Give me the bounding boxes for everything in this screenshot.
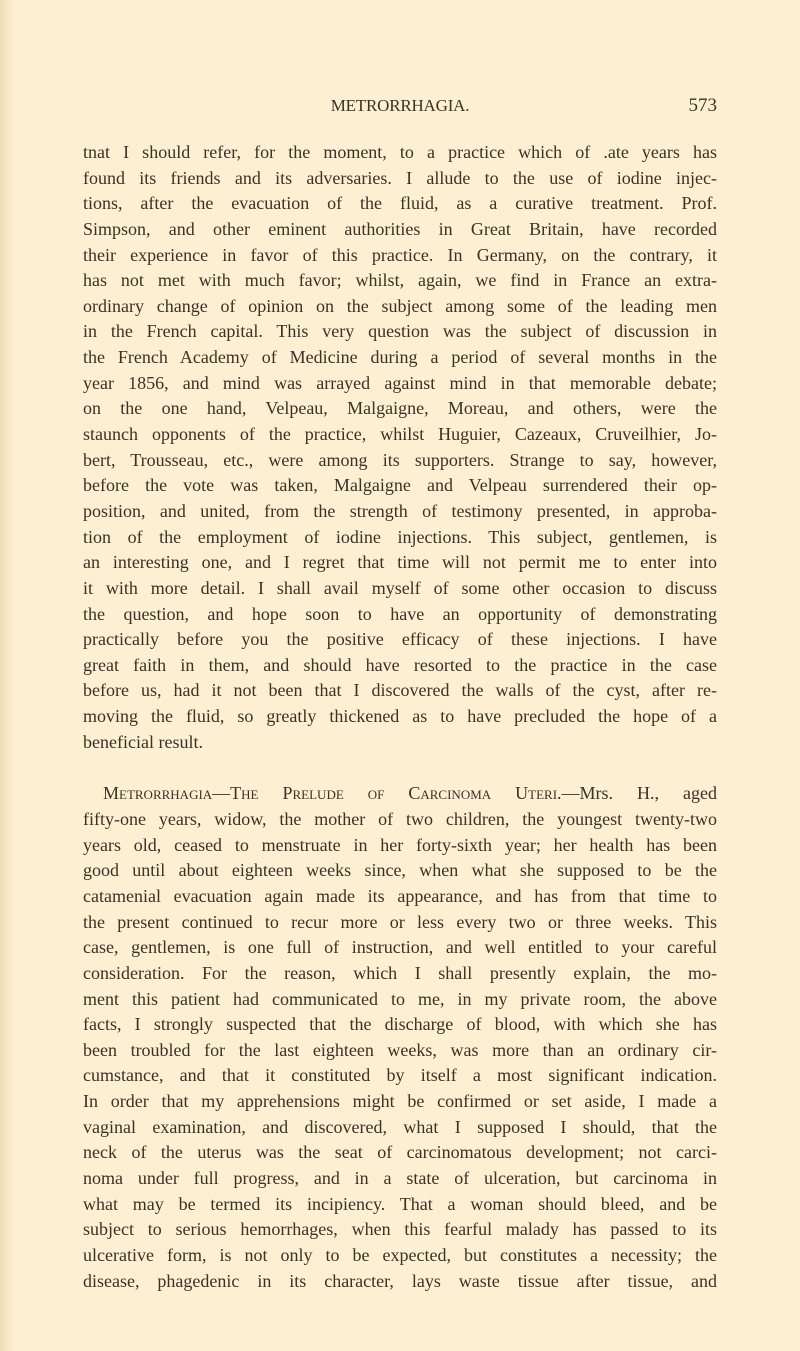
paragraph-iodine-injections (83, 140, 717, 755)
text-line (83, 653, 717, 679)
text-line-content: found its friends and its adversaries. I allude to the use of iodine injec- (83, 167, 717, 188)
text-line (83, 268, 717, 294)
text-line-content: practically before you the positive efficacy of these injections. I have (83, 629, 717, 650)
text-line (83, 935, 717, 961)
paragraph-metrorrhagia-case (83, 807, 717, 1294)
text-line (83, 1089, 717, 1115)
text-line (83, 602, 717, 628)
text-line (83, 422, 717, 448)
text-line-content: been troubled for the last eighteen weeks, was more than an ordinary cir- (83, 1039, 717, 1060)
text-line (83, 1115, 717, 1141)
text-line (83, 1063, 717, 1089)
text-line (83, 396, 717, 422)
text-line (83, 1140, 717, 1166)
text-line-content: fifty-one years, widow, the mother of two children, the youngest twenty-two (83, 809, 717, 830)
text-line-content: an interesting one, and I regret that time will not permit me to enter into (83, 552, 717, 573)
text-line (83, 1166, 717, 1192)
section-heading-line (83, 781, 717, 807)
text-line-content: In order that my apprehensions might be confirmed or set aside, I made a (83, 1091, 717, 1112)
text-line-content: the question, and hope soon to have an opportunity of demonstrating (83, 603, 717, 624)
section-heading-line-inner (103, 781, 717, 807)
text-line (83, 499, 717, 525)
text-line-content: beneficial result. (83, 731, 203, 752)
text-line-content: has not met with much favor; whilst, again, we find in France an extra- (83, 270, 717, 291)
text-line (83, 319, 717, 345)
text-line-content: ordinary change of opinion on the subject among some of the leading men (83, 295, 717, 316)
running-title: METRORRHAGIA. (330, 96, 470, 115)
text-line-content: the present continued to recur more or less every two or three weeks. This (83, 911, 717, 932)
text-line-content: cumstance, and that it constituted by itself a most significant indication. (83, 1065, 717, 1086)
text-line (83, 217, 717, 243)
text-line-content: facts, I strongly suspected that the discharge of blood, with which she has (83, 1014, 717, 1035)
text-line (83, 704, 717, 730)
text-line (83, 576, 717, 602)
text-line-content: position, and united, from the strength of testimony presented, in approba- (83, 500, 717, 521)
text-line-content: good until about eighteen weeks since, when what she supposed to be the (83, 860, 717, 881)
page-number: 573 (688, 95, 718, 116)
paragraph-gap (83, 755, 717, 781)
section-heading: Metrorrhagia—The Prelude of Carcinoma Uteri. (103, 783, 562, 804)
text-line (83, 1192, 717, 1218)
page-number-container (469, 94, 717, 118)
text-line-content: on the one hand, Velpeau, Malgaigne, Moreau, and others, were the (83, 398, 717, 419)
text-line-content: before the vote was taken, Malgaigne and Velpeau surrendered their op- (83, 475, 717, 496)
text-line-content: in the French capital. This very question was the subject of discussion in (83, 321, 717, 342)
text-line-content: staunch opponents of the practice, whilst Huguier, Cazeaux, Cruveilhier, Jo- (83, 424, 717, 445)
text-line-content: great faith in them, and should have resorted to the practice in the case (83, 654, 717, 675)
text-line (83, 473, 717, 499)
text-line (83, 627, 717, 653)
text-line (83, 1038, 717, 1064)
text-line-content: their experience in favor of this practice. In Germany, on the contrary, it (83, 244, 717, 265)
text-line (83, 833, 717, 859)
text-line (83, 1269, 717, 1295)
text-line (83, 678, 717, 704)
text-line (83, 884, 717, 910)
text-line-content: tions, after the evacuation of the fluid, as a curative treatment. Prof. (83, 193, 717, 214)
text-line-content: ment this patient had communicated to me, in my private room, the above (83, 988, 717, 1009)
text-line (83, 858, 717, 884)
text-line (83, 730, 717, 756)
page-header (83, 94, 717, 118)
text-line (83, 345, 717, 371)
text-line-content: tion of the employment of iodine injections. This subject, gentlemen, is (83, 526, 717, 547)
text-line-content: Simpson, and other eminent authorities in Great Britain, have recorded (83, 218, 717, 239)
text-line (83, 961, 717, 987)
text-line (83, 807, 717, 833)
text-line (83, 140, 717, 166)
body-text (83, 140, 717, 1294)
text-line (83, 448, 717, 474)
text-line (83, 987, 717, 1013)
text-line (83, 191, 717, 217)
text-line-content: disease, phagedenic in its character, lays waste tissue after tissue, and (83, 1270, 717, 1291)
text-line-content: ulcerative form, is not only to be expected, but constitutes a necessity; the (83, 1244, 717, 1265)
text-line-content: subject to serious hemorrhages, when this fearful malady has passed to its (83, 1219, 717, 1240)
text-line-content: neck of the uterus was the seat of carcinomatous development; not carci- (83, 1142, 717, 1163)
text-line-content: noma under full progress, and in a state of ulceration, but carcinoma in (83, 1167, 717, 1188)
text-line (83, 1243, 717, 1269)
text-line-content: it with more detail. I shall avail myself of some other occasion to discuss (83, 577, 717, 598)
page-edge-shadow (0, 0, 14, 1351)
text-line-content: catamenial evacuation again made its appearance, and has from that time to (83, 885, 717, 906)
text-line (83, 294, 717, 320)
text-line-content: what may be termed its incipiency. That a woman should bleed, and be (83, 1193, 717, 1214)
text-line-content: years old, ceased to menstruate in her forty-sixth year; her health has been (83, 834, 717, 855)
text-line-content: vaginal examination, and discovered, what I supposed I should, that the (83, 1116, 717, 1137)
text-line-content: the French Academy of Medicine during a period of several months in the (83, 347, 717, 368)
text-line-content: case, gentlemen, is one full of instruction, and well entitled to your careful (83, 937, 717, 958)
text-line-content: year 1856, and mind was arrayed against mind in that memorable debate; (83, 372, 717, 393)
section-heading-continuation: —Mrs. H., aged (561, 783, 717, 804)
text-line (83, 1012, 717, 1038)
text-line (83, 166, 717, 192)
text-line (83, 243, 717, 269)
text-line-content: bert, Trousseau, etc., were among its supporters. Strange to say, however, (83, 449, 717, 470)
text-line (83, 525, 717, 551)
text-line (83, 371, 717, 397)
text-line (83, 550, 717, 576)
text-line-content: tnat I should refer, for the moment, to a practice which of .ate years has (83, 142, 717, 162)
text-line-content: moving the fluid, so greatly thickened as to have precluded the hope of a (83, 706, 717, 727)
text-line-content: before us, had it not been that I discovered the walls of the cyst, after re- (83, 680, 717, 701)
text-line (83, 1217, 717, 1243)
text-line (83, 910, 717, 936)
text-line-content: consideration. For the reason, which I shall presently explain, the mo- (83, 962, 717, 983)
